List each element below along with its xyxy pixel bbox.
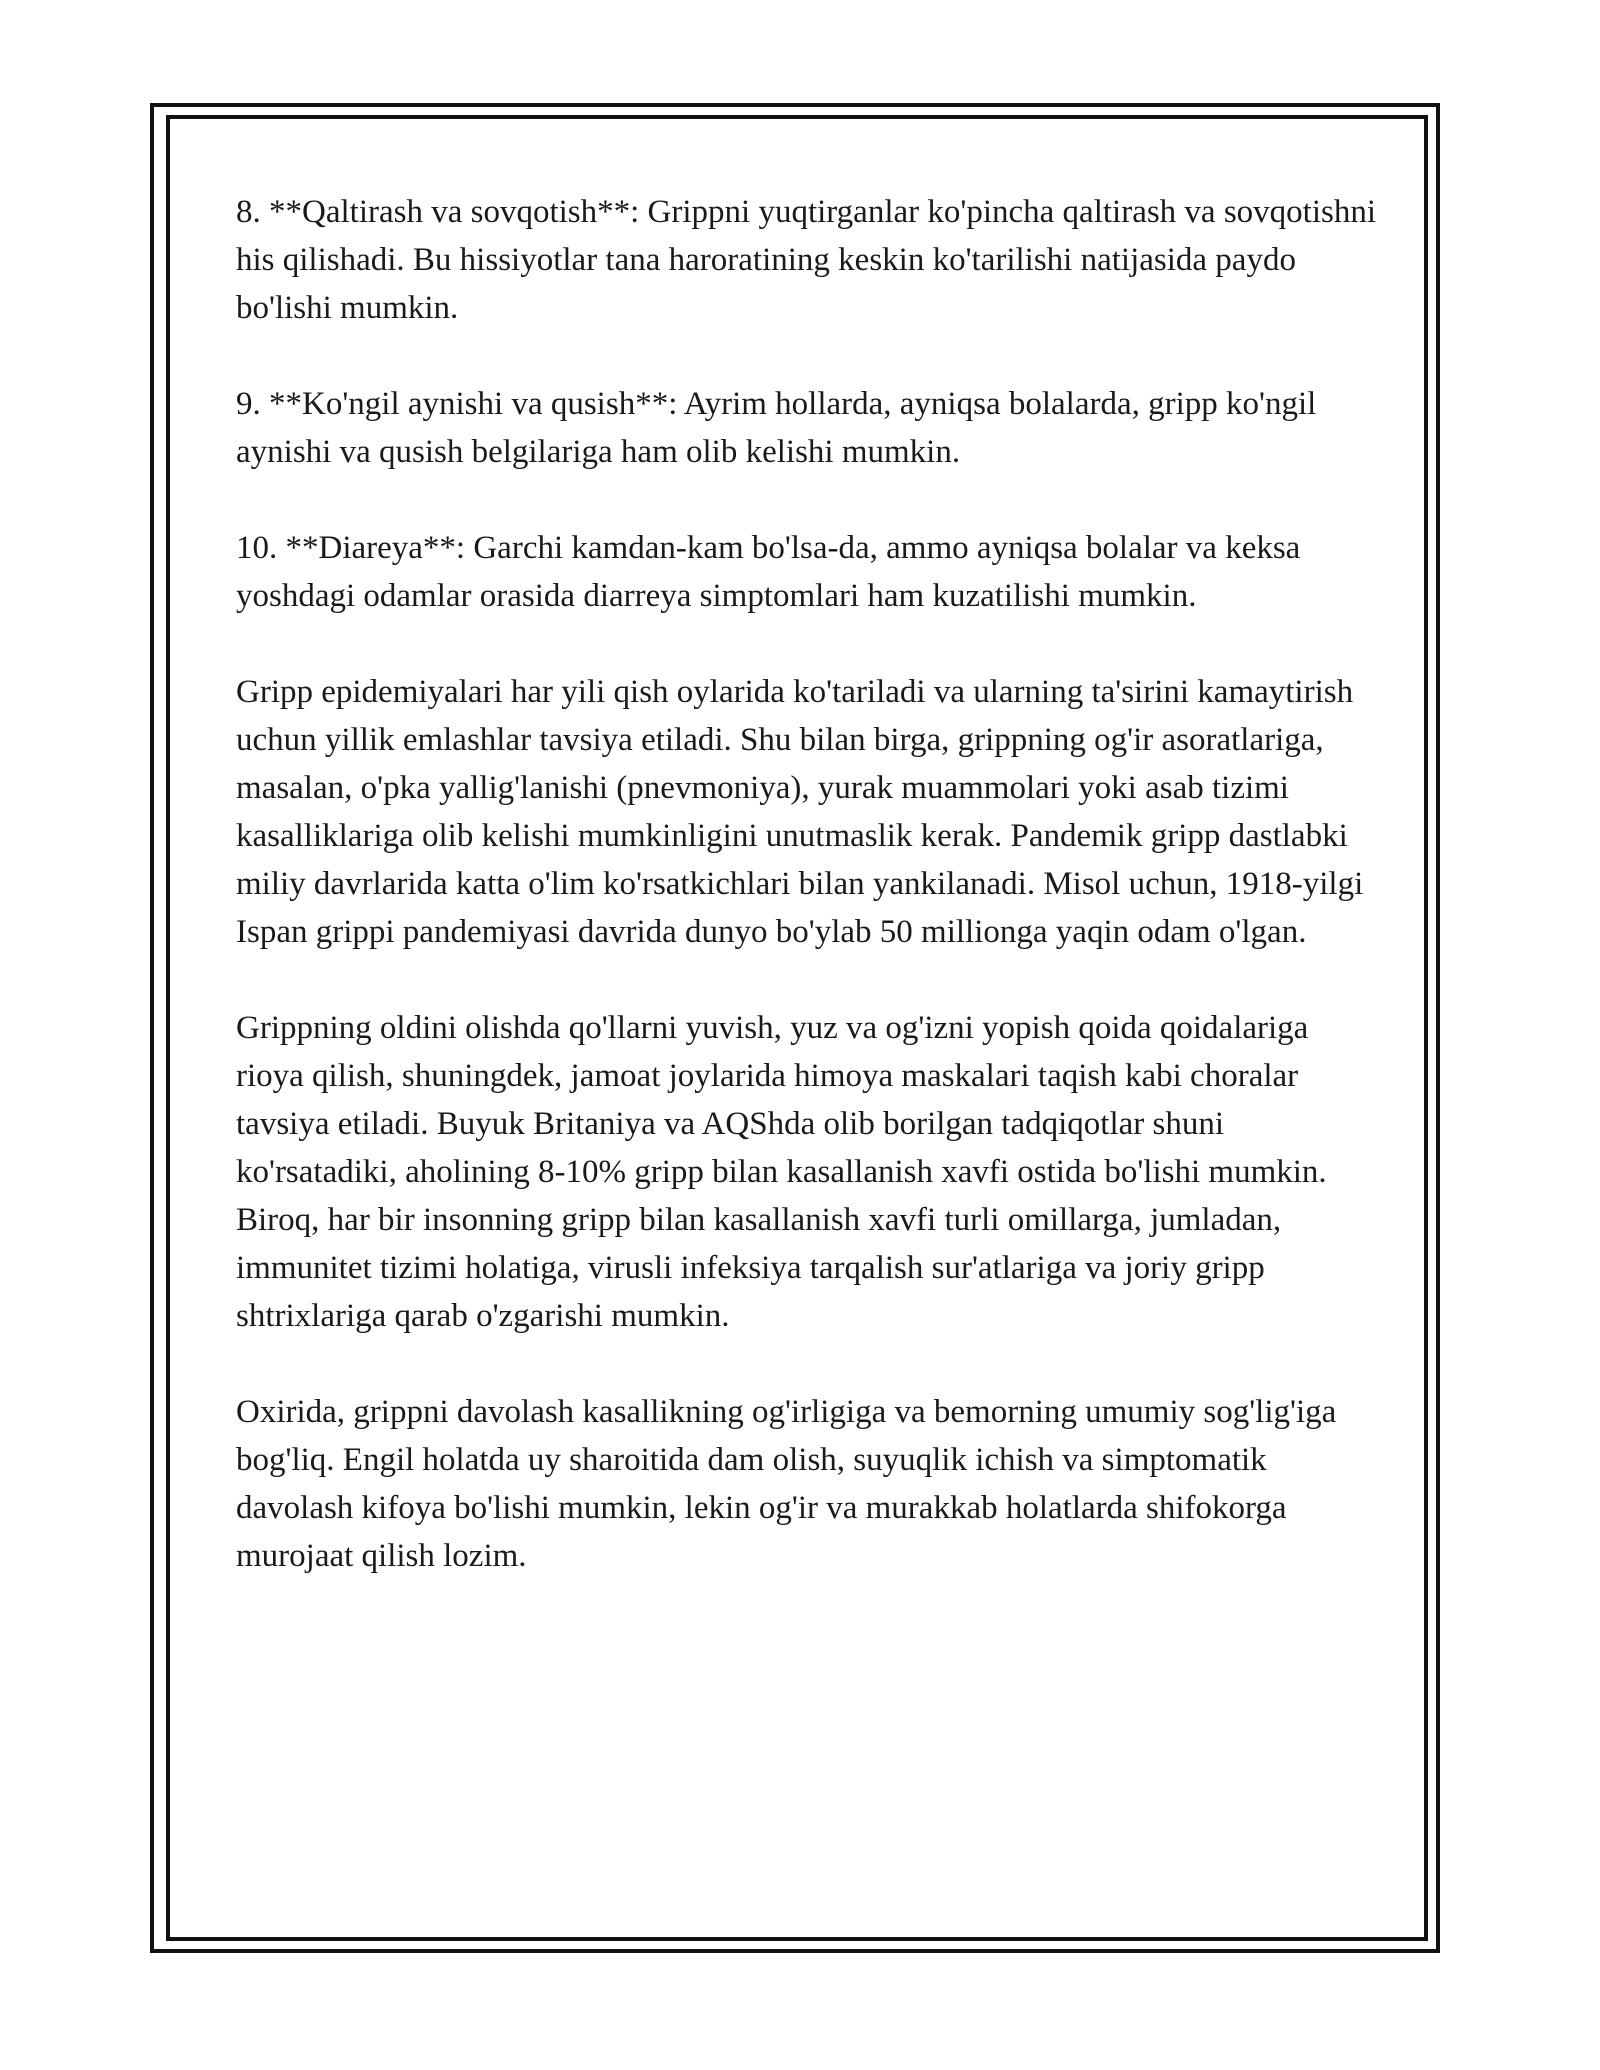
- paragraph-treatment: Oxirida, grippni davolash kasallikning og'irligiga va bemorning umumiy sog'lig'iga bog'liq. Engil holatda uy sharoitida dam olish, suyuqlik ichish va simptomatik davolash kifoya bo'lishi mumkin, lekin og'ir va murakkab holatlarda shifokorga murojaat qilish lozim.: [236, 1394, 1337, 1574]
- paragraph-symptom-9: 9. **Ko'ngil aynishi va qusish**: Ayrim hollarda, ayniqsa bolalarda, gripp ko'ngil aynishi va qusish belgilariga ham olib kelishi mumkin.: [236, 386, 1317, 470]
- paragraph-symptom-10: 10. **Diareya**: Garchi kamdan-kam bo'lsa-da, ammo ayniqsa bolalar va keksa yoshdagi odamlar orasida diarreya simptomlari ham kuzatilishi mumkin.: [236, 530, 1301, 614]
- paragraph-epidemics: Gripp epidemiyalari har yili qish oylarida ko'tariladi va ularning ta'sirini kamaytirish uchun yillik emlashlar tavsiya etiladi. Shu bilan birga, grippning og'ir asoratlariga, masalan, o'pka yallig'lanishi (pnevmoniya), yurak muammolari yoki asab tizimi kasalliklariga olib kelishi mumkinligini unutmaslik kerak. Pandemik gripp dastlabki miliy davrlarida katta o'lim ko'rsatkichlari bilan yankilanadi. Misol uchun, 1918-yilgi Ispan grippi pandemiyasi davrida dunyo bo'ylab 50 millionga yaqin odam o'lgan.: [236, 674, 1364, 950]
- paragraph-symptom-8: 8. **Qaltirash va sovqotish**: Grippni yuqtirganlar ko'pincha qaltirash va sovqotishni his qilishadi. Bu hissiyotlar tana haroratining keskin ko'tarilishi natijasida paydo bo'lishi mumkin.: [236, 194, 1377, 326]
- paragraph-prevention: Grippning oldini olishda qo'llarni yuvish, yuz va og'izni yopish qoida qoidalariga rioya qilish, shuningdek, jamoat joylarida himoya maskalari taqish kabi choralar tavsiya etiladi. Buyuk Britaniya va AQShda olib borilgan tadqiqotlar shuni ko'rsatadiki, aholining 8-10% gripp bilan kasallanish xavfi ostida bo'lishi mumkin. Biroq, har bir insonning gripp bilan kasallanish xavfi turli omillarga, jumladan, immunitet tizimi holatiga, virusli infeksiya tarqalish sur'atlariga va joriy gripp shtrixlariga qarab o'zgarishi mumkin.: [236, 1010, 1327, 1334]
- document-body: [236, 188, 1376, 1628]
